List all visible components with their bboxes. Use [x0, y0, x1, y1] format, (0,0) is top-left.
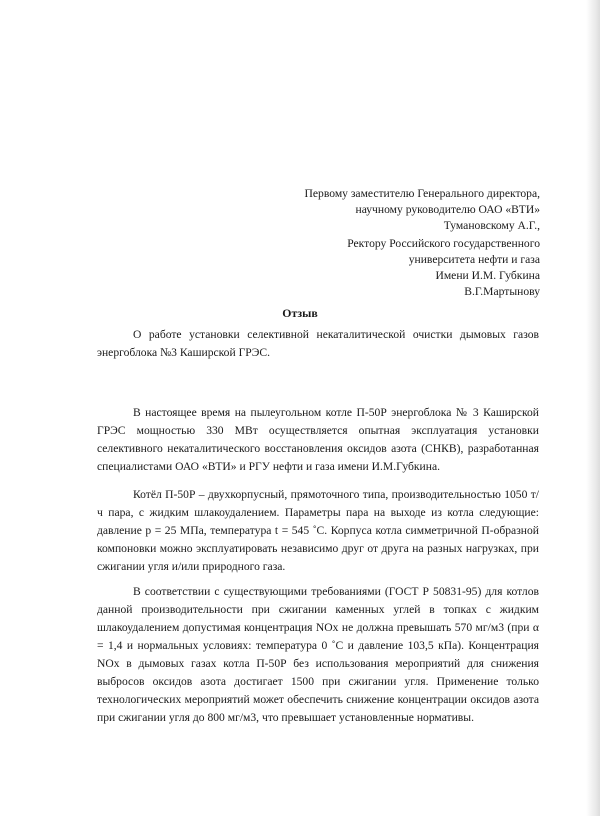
- addressee-line: университета нефти и газа: [408, 253, 540, 266]
- scan-shadow-edge: [586, 0, 600, 816]
- subject-paragraph: О работе установки селективной некаталитической очистки дымовых газов энергоблока №3 Каширской ГРЭС.: [97, 328, 539, 359]
- addressee-line: Имени И.М. Губкина: [435, 269, 540, 282]
- addressee-line: научному руководителю ОАО «ВТИ»: [355, 203, 540, 216]
- addressee-line: Ректору Российского государственного: [347, 237, 540, 250]
- document-title: Отзыв: [282, 306, 318, 320]
- body-paragraph: Котёл П-50Р – двухкорпусный, прямоточного типа, производительностью 1050 т/ч пара, с жидким шлакоудалением. Параметры пара на выходе из котла следующие: давление p = 25 МПа, температура t = 545 ˚С. Корпуса котла симметричной П-образной компоновки можно эксплуатировать независимо друг от друга на разных нагрузках, при сжигании угля и/или природного газа.: [97, 488, 539, 573]
- addressee-line: Первому заместителю Генерального директора,: [304, 187, 540, 200]
- body-paragraph: В настоящее время на пылеугольном котле П-50Р энергоблока № 3 Каширской ГРЭС мощностью 330 МВт осуществляется опытная эксплуатация установки селективного некаталитического восстановления оксидов азота (СНКВ), разработанная специалистами ОАО «ВТИ» и РГУ нефти и газа имени И.М.Губкина.: [97, 406, 539, 473]
- addressee-block-vti: [305, 186, 540, 234]
- addressee-line: Тумановскому А.Г.,: [443, 219, 540, 232]
- body-paragraph: В соответствии с существующими требованиями (ГОСТ Р 50831-95) для котлов данной производительности при сжигании каменных углей в топках с жидким шлакоудалением допустимая концентрация NOx не должна превышать 570 мг/м3 (при α = 1,4 и нормальных условиях: температура 0 ˚С и давление 103,5 кПа). Концентрация NOx в дымовых газах котла П-50Р без использования мероприятий для снижения выбросов оксидов азота достигает 1500 при сжигании угля. Применение только технологических мероприятий может обеспечить снижение концентрации оксидов азота при сжигании угля до 800 мг/м3, что превышает установленные нормативы.: [97, 585, 539, 724]
- addressee-block-gubkin: [347, 236, 540, 300]
- addressee-line: В.Г.Мартынову: [464, 285, 540, 298]
